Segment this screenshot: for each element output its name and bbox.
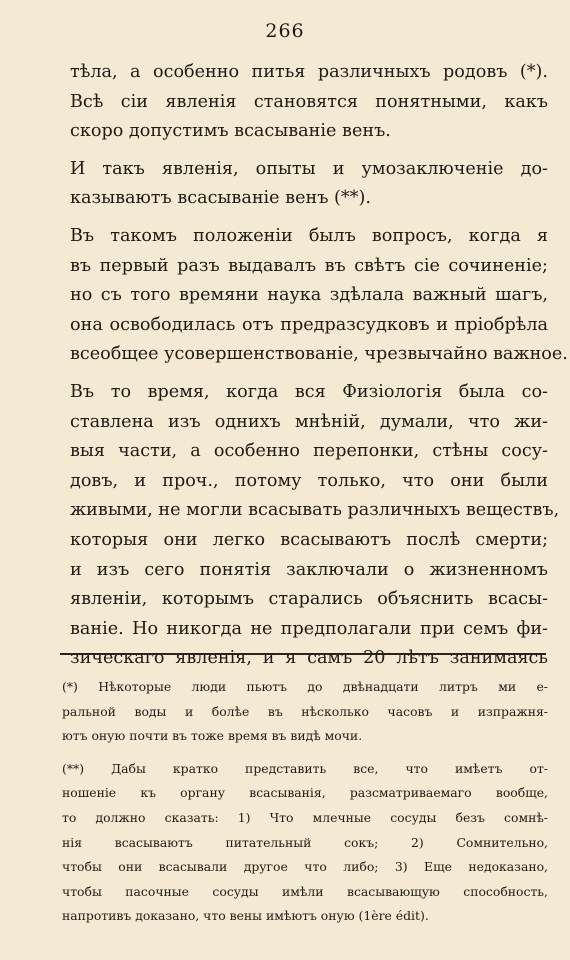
footnotes xyxy=(62,675,548,929)
footnote-line: напротивъ доказано, что вены имѣютъ оную (1ère édit). xyxy=(62,908,429,924)
text-line: она освободилась отъ предразсудковъ и пріобрѣла xyxy=(70,314,548,335)
text-line: но съ того времяни наука здѣлала важный шагъ, xyxy=(70,285,548,306)
text-line: И такъ явленія, опыты и умозаключеніе до- xyxy=(70,158,548,179)
footnote-line: ральной воды и болѣе въ нѣсколько часовъ и изпражня- xyxy=(62,703,548,719)
footnote-line: ютъ оную почти въ тоже время въ видѣ мочи. xyxy=(62,728,363,744)
footnote-2 xyxy=(62,757,548,929)
text-line: всеобщее усовершенствованіе, чрезвычайно важное. xyxy=(70,344,568,365)
footnote-line: (*) Нѣкоторые люди пьютъ до двѣнадцати литръ ми е- xyxy=(62,679,548,694)
text-line: тѣла, а особенно питья различныхъ родовъ (*). xyxy=(70,62,548,82)
footnote-line: чтобы пасочные сосуды имѣли всасывающую способность, xyxy=(62,883,548,899)
text-line: довъ, и проч., потому только, что они были xyxy=(70,470,548,491)
footnote-line: ношеніе къ органу всасыванія, разсматриваемаго вообще, xyxy=(62,785,548,801)
footnote-line: то должно сказать: 1) Что млечные сосуды безъ сомнѣ- xyxy=(62,809,548,825)
text-line: Всѣ сіи явленія становятся понятными, какъ xyxy=(70,91,548,112)
footnote-divider xyxy=(60,653,546,655)
text-line: скоро допустимъ всасываніе венъ. xyxy=(70,121,391,142)
text-line: зическаго явленія, и я самъ 20 лѣтъ занимаясь xyxy=(70,648,548,669)
text-line: которыя они легко всасываютъ послѣ смерти; xyxy=(70,529,548,550)
text-line: явленіи, которымъ старались объяснить всасы- xyxy=(70,589,548,610)
paragraph-1 xyxy=(70,58,548,147)
text-line: казываютъ всасываніе венъ (**). xyxy=(70,188,371,209)
page-number: 266 xyxy=(265,20,305,42)
text-line: ставлена изъ однихъ мнѣній, думали, что жи- xyxy=(70,411,548,432)
paragraph-3 xyxy=(70,222,568,370)
main-text xyxy=(70,58,568,674)
footnote-line: нія всасываютъ питательный сокъ; 2) Сомнительно, xyxy=(62,834,548,850)
text-line: выя части, а особенно перепонки, стѣны сосу- xyxy=(70,441,548,462)
footnote-line: (**) Дабы кратко представить все, что имѣетъ от- xyxy=(62,760,548,776)
text-line: ваніе. Но никогда не предполагали при семъ фи- xyxy=(70,618,548,639)
footnote-line: чтобы они всасывали другое что либо; 3) Еще недоказано, xyxy=(62,859,548,875)
text-line: Въ такомъ положеніи былъ вопросъ, когда я xyxy=(70,225,548,246)
text-line: Въ то время, когда вся Физіологія была со- xyxy=(70,381,548,402)
text-line: живыми, не могли всасывать различныхъ веществъ, xyxy=(70,500,560,521)
footnote-1 xyxy=(62,675,548,749)
paragraph-2 xyxy=(70,155,548,214)
text-line: въ первый разъ выдавалъ въ свѣтъ сіе сочиненіе; xyxy=(70,255,548,276)
paragraph-4 xyxy=(70,378,560,674)
text-line: и изъ сего понятія заключали о жизненномъ xyxy=(70,559,548,580)
